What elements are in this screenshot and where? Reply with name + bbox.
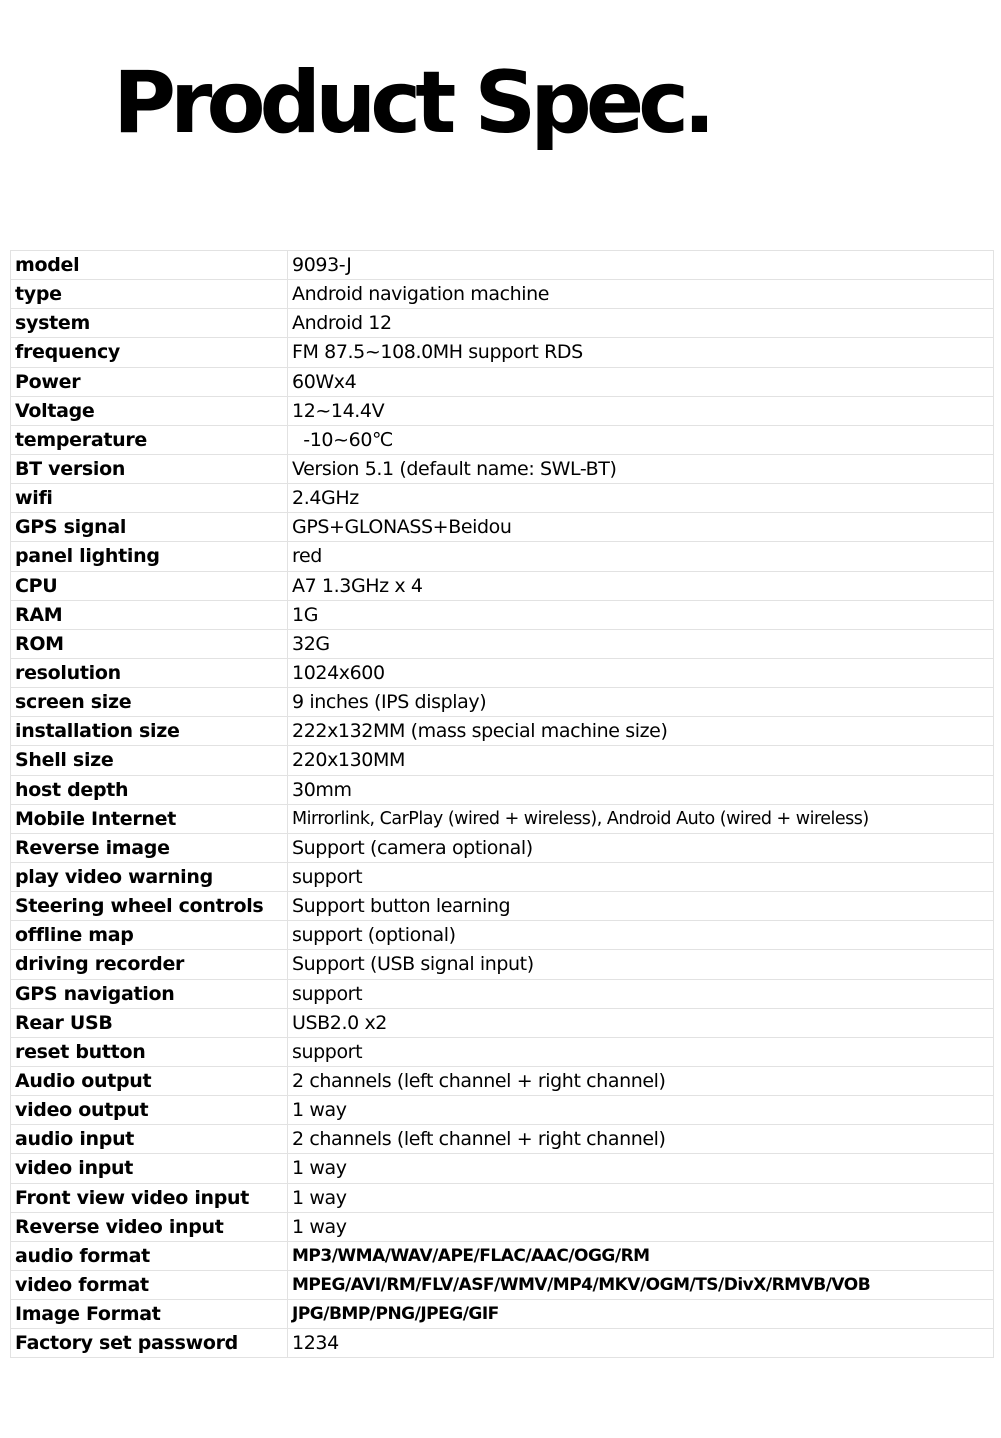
table-row (11, 833, 994, 862)
table-row (11, 629, 994, 658)
spec-value: support (optional) (288, 921, 994, 950)
spec-label: model (11, 251, 288, 280)
table-row (11, 921, 994, 950)
spec-value: MPEG/AVI/RM/FLV/ASF/WMV/MP4/MKV/OGM/TS/DivX/RMVB/VOB (288, 1270, 994, 1299)
page-title: Product Spec. (113, 53, 710, 153)
table-row (11, 425, 994, 454)
table-row (11, 688, 994, 717)
spec-label: audio input (11, 1125, 288, 1154)
spec-table (10, 250, 994, 1358)
spec-label: temperature (11, 425, 288, 454)
spec-label: CPU (11, 571, 288, 600)
spec-value: 222x132MM (mass special machine size) (288, 717, 994, 746)
spec-value: 9093-J (288, 251, 994, 280)
table-row (11, 804, 994, 833)
spec-label: Audio output (11, 1066, 288, 1095)
spec-value: USB2.0 x2 (288, 1008, 994, 1037)
spec-label: GPS signal (11, 513, 288, 542)
spec-value: 1 way (288, 1096, 994, 1125)
table-row (11, 396, 994, 425)
spec-label: reset button (11, 1037, 288, 1066)
spec-value: 9 inches (IPS display) (288, 688, 994, 717)
spec-label: Shell size (11, 746, 288, 775)
spec-value: support (288, 862, 994, 891)
spec-value: 2 channels (left channel + right channel) (288, 1066, 994, 1095)
spec-value: 1 way (288, 1154, 994, 1183)
spec-label: Image Format (11, 1300, 288, 1329)
spec-label: screen size (11, 688, 288, 717)
spec-value: 1 way (288, 1212, 994, 1241)
table-row (11, 950, 994, 979)
table-row (11, 513, 994, 542)
spec-value: MP3/WMA/WAV/APE/FLAC/AAC/OGG/RM (288, 1241, 994, 1270)
spec-value: 220x130MM (288, 746, 994, 775)
spec-value: Support (camera optional) (288, 833, 994, 862)
spec-label: Rear USB (11, 1008, 288, 1037)
table-row (11, 892, 994, 921)
spec-value: 60Wx4 (288, 367, 994, 396)
spec-label: installation size (11, 717, 288, 746)
spec-value: 1G (288, 600, 994, 629)
spec-value: Version 5.1 (default name: SWL-BT) (288, 454, 994, 483)
spec-value: 1 way (288, 1183, 994, 1212)
spec-value: red (288, 542, 994, 571)
spec-label: driving recorder (11, 950, 288, 979)
table-row (11, 1183, 994, 1212)
table-row (11, 1008, 994, 1037)
table-row (11, 1300, 994, 1329)
spec-value: 30mm (288, 775, 994, 804)
spec-value: JPG/BMP/PNG/JPEG/GIF (288, 1300, 994, 1329)
spec-value: support (288, 979, 994, 1008)
spec-label: video format (11, 1270, 288, 1299)
table-row (11, 542, 994, 571)
spec-label: host depth (11, 775, 288, 804)
spec-label: Power (11, 367, 288, 396)
spec-value: Android 12 (288, 309, 994, 338)
table-row (11, 454, 994, 483)
table-row (11, 1125, 994, 1154)
spec-value: A7 1.3GHz x 4 (288, 571, 994, 600)
spec-value: 1024x600 (288, 658, 994, 687)
spec-label: resolution (11, 658, 288, 687)
spec-label: video output (11, 1096, 288, 1125)
spec-value: 2 channels (left channel + right channel) (288, 1125, 994, 1154)
table-row (11, 600, 994, 629)
table-row (11, 717, 994, 746)
table-row (11, 571, 994, 600)
spec-label: Steering wheel controls (11, 892, 288, 921)
table-row (11, 280, 994, 309)
spec-label: wifi (11, 484, 288, 513)
spec-label: ROM (11, 629, 288, 658)
spec-value: 12~14.4V (288, 396, 994, 425)
spec-value: Android navigation machine (288, 280, 994, 309)
table-row (11, 658, 994, 687)
table-row (11, 338, 994, 367)
spec-label: Reverse image (11, 833, 288, 862)
spec-label: type (11, 280, 288, 309)
spec-label: RAM (11, 600, 288, 629)
table-row (11, 1329, 994, 1358)
table-row (11, 1037, 994, 1066)
spec-value: Support (USB signal input) (288, 950, 994, 979)
spec-label: BT version (11, 454, 288, 483)
table-row (11, 1154, 994, 1183)
spec-value: 1234 (288, 1329, 994, 1358)
spec-label: frequency (11, 338, 288, 367)
spec-label: system (11, 309, 288, 338)
spec-label: Voltage (11, 396, 288, 425)
spec-value: support (288, 1037, 994, 1066)
table-row (11, 862, 994, 891)
spec-label: Reverse video input (11, 1212, 288, 1241)
spec-label: audio format (11, 1241, 288, 1270)
spec-value: FM 87.5~108.0MH support RDS (288, 338, 994, 367)
table-row (11, 746, 994, 775)
table-row (11, 309, 994, 338)
table-row (11, 979, 994, 1008)
spec-value: Support button learning (288, 892, 994, 921)
spec-label: video input (11, 1154, 288, 1183)
table-row (11, 775, 994, 804)
spec-label: Front view video input (11, 1183, 288, 1212)
spec-label: play video warning (11, 862, 288, 891)
spec-value: Mirrorlink, CarPlay (wired + wireless), Android Auto (wired + wireless) (288, 804, 994, 833)
table-row (11, 1212, 994, 1241)
table-row (11, 484, 994, 513)
spec-label: panel lighting (11, 542, 288, 571)
spec-value: 32G (288, 629, 994, 658)
table-row (11, 1096, 994, 1125)
spec-value: GPS+GLONASS+Beidou (288, 513, 994, 542)
table-row (11, 367, 994, 396)
spec-label: GPS navigation (11, 979, 288, 1008)
table-row (11, 1241, 994, 1270)
spec-label: Factory set password (11, 1329, 288, 1358)
table-row (11, 1066, 994, 1095)
spec-label: Mobile Internet (11, 804, 288, 833)
spec-value: 2.4GHz (288, 484, 994, 513)
spec-label: offline map (11, 921, 288, 950)
table-row (11, 1270, 994, 1299)
table-row (11, 251, 994, 280)
spec-value: -10~60℃ (288, 425, 994, 454)
